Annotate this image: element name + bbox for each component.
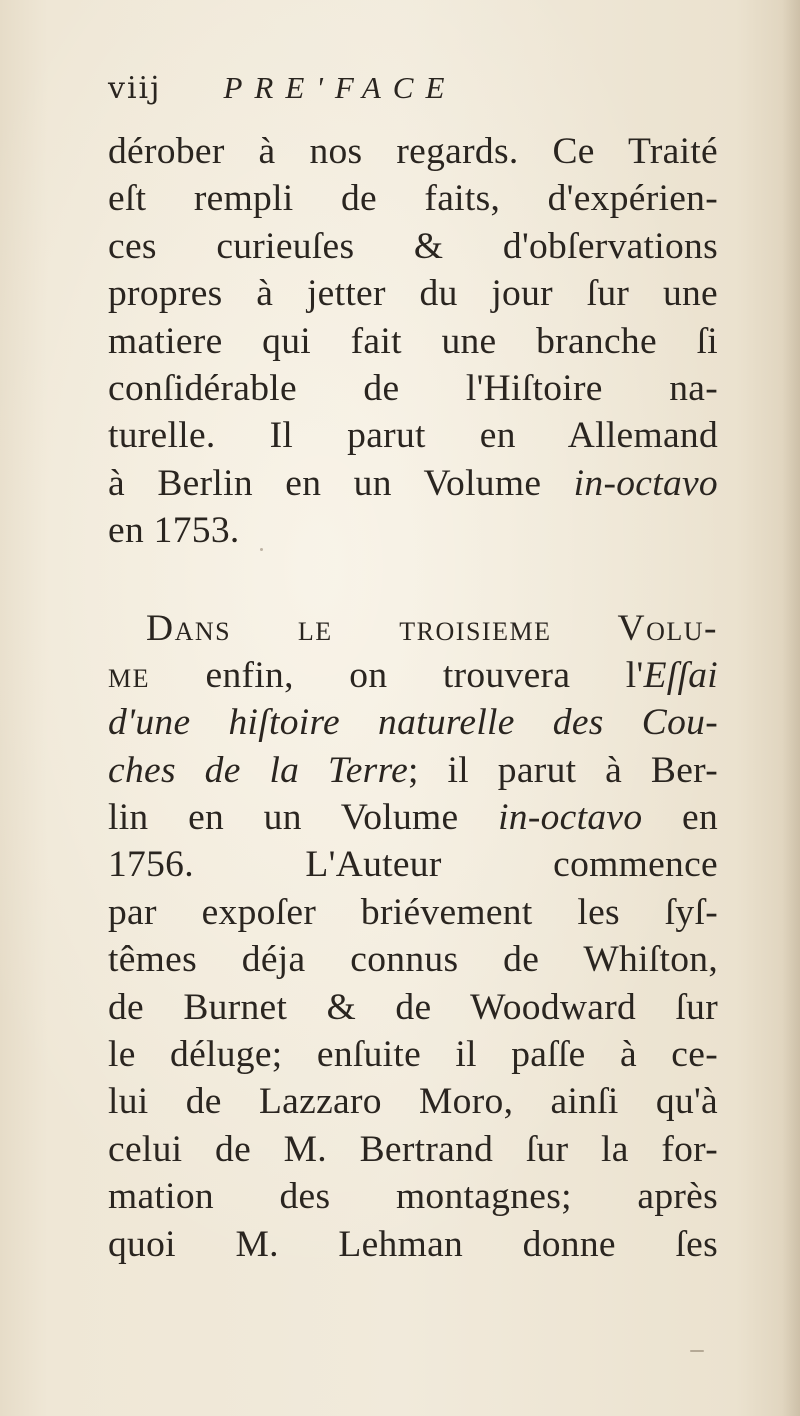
text-segment: lin en un Volume (108, 797, 499, 839)
text-line (108, 794, 718, 841)
text-line: de Burnet & de Woodward ſur (108, 986, 718, 1028)
text-segment: ; il parut à Ber- (408, 749, 718, 791)
section-opening-line: Dans le troisieme Volu- (146, 607, 718, 649)
italic-segment: Eſſai (643, 654, 718, 696)
text-line: têmes déja connus de Whiſton, (108, 939, 718, 981)
paragraph-gap (108, 555, 718, 605)
text-line: lui de Lazzaro Moro, ainſi qu'à (108, 1081, 718, 1123)
text-segment: en (642, 797, 718, 839)
text-line: d'une hiſtoire naturelle des Cou- (108, 702, 718, 744)
text-line: ces curieuſes & d'obſervations (108, 225, 718, 267)
paper-speck (260, 548, 263, 551)
body-text (108, 128, 718, 1268)
running-head: PRE'FACE (223, 70, 457, 105)
smallcaps-segment: me (108, 654, 150, 696)
text-line (108, 652, 718, 699)
text-segment: enfin, on trouvera l' (150, 654, 644, 696)
page-header (108, 70, 456, 120)
page-number: viij (108, 71, 162, 106)
italic-segment: ches de la Terre (108, 749, 409, 791)
paper-speck (690, 1350, 704, 1352)
italic-segment: in-octavo (498, 797, 643, 839)
text-line: quoi M. Lehman donne ſes (108, 1223, 718, 1265)
text-line: par expoſer briévement les ſyſ- (108, 891, 718, 933)
text-line (108, 747, 718, 794)
text-line: matiere qui fait une branche ſi (108, 320, 718, 362)
text-line: eſt rempli de faits, d'expérien- (108, 178, 718, 220)
text-line: propres à jetter du jour ſur une (108, 273, 718, 315)
text-line: conſidérable de l'Hiſtoire na- (108, 367, 718, 409)
text-line: le déluge; enſuite il paſſe à ce- (108, 1034, 718, 1076)
text-line: celui de M. Bertrand ſur la for- (108, 1128, 718, 1170)
text-line (108, 460, 718, 507)
text-line: dérober à nos regards. Ce Traité (108, 131, 718, 172)
text-line: 1756. L'Auteur commence (108, 844, 718, 886)
text-line: turelle. Il parut en Allemand (108, 415, 718, 457)
text-line: en 1753. (108, 510, 240, 552)
text-line: mation des montagnes; après (108, 1176, 718, 1218)
text-segment: à Berlin en un Volume (108, 462, 574, 504)
italic-segment: in-octavo (573, 462, 718, 504)
